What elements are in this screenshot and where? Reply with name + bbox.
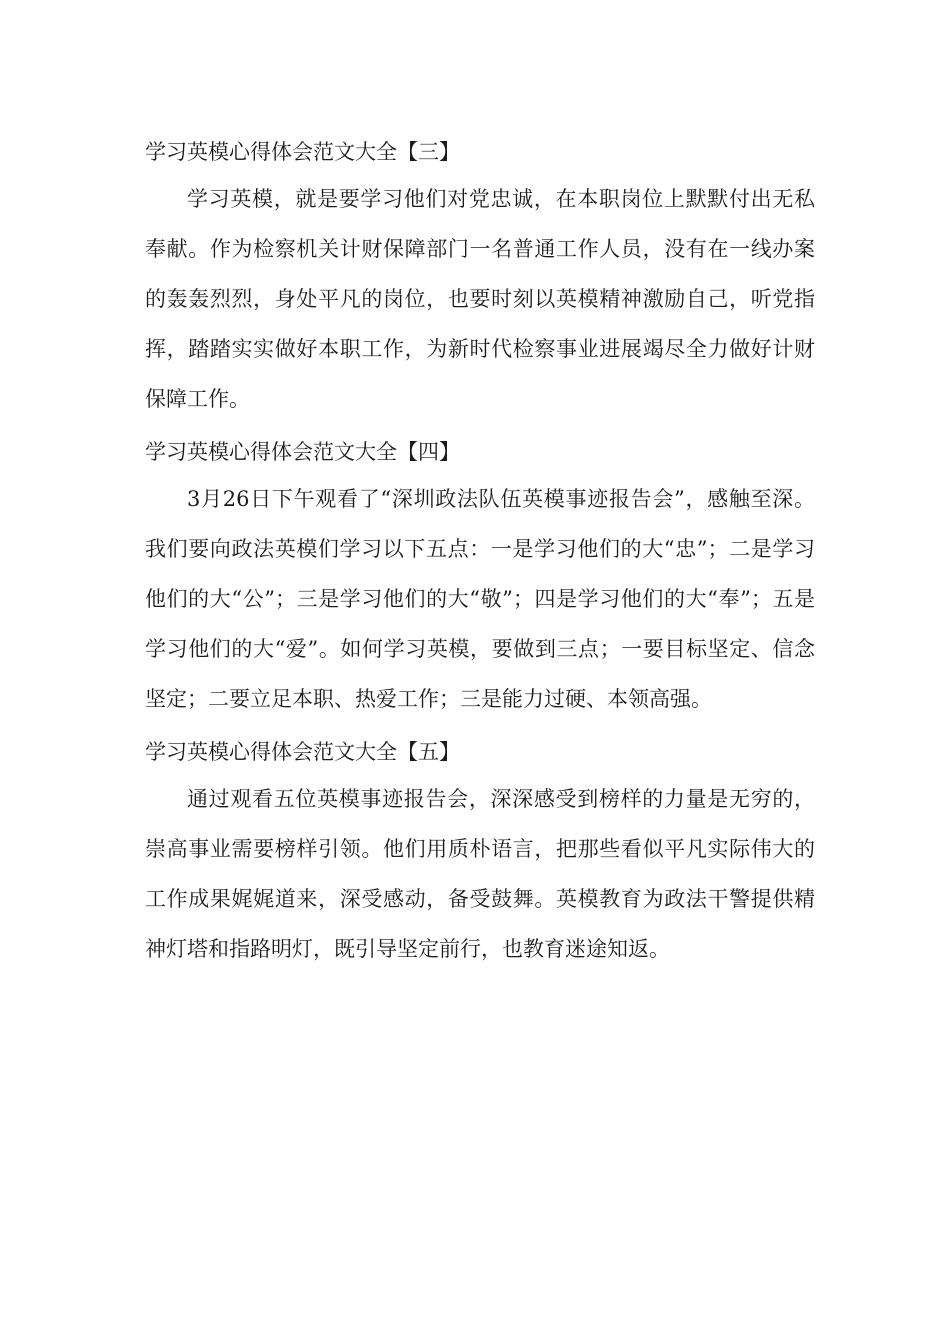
section-3	[145, 130, 815, 424]
section-paragraph: 3月26日下午观看了“深圳政法队伍英模事迹报告会”，感触至深。我们要向政法英模们学习以下五点：一是学习他们的大“忠”；二是学习他们的大“公”；三是学习他们的大“敬”；四是学习他们的大“奉”；五是学习他们的大“爱”。如何学习英模，要做到三点；一要目标坚定、信念坚定；二要立足本职、热爱工作；三是能力过硬、本领高强。	[145, 487, 815, 711]
section-5	[145, 730, 815, 974]
document-content	[145, 130, 815, 980]
section-4	[145, 430, 815, 724]
section-paragraph: 通过观看五位英模事迹报告会，深深感受到榜样的力量是无穷的，崇高事业需要榜样引领。他们用质朴语言，把那些看似平凡实际伟大的工作成果娓娓道来，深受感动，备受鼓舞。英模教育为政法干警提供精神灯塔和指路明灯，既引导坚定前行，也教育迷途知返。	[145, 787, 815, 961]
section-heading: 学习英模心得体会范文大全【三】	[145, 140, 460, 164]
section-paragraph: 学习英模，就是要学习他们对党忠诚，在本职岗位上默默付出无私奉献。作为检察机关计财保障部门一名普通工作人员，没有在一线办案的轰轰烈烈，身处平凡的岗位，也要时刻以英模精神激励自己，听党指挥，踏踏实实做好本职工作，为新时代检察事业进展竭尽全力做好计财保障工作。	[145, 187, 815, 411]
section-heading: 学习英模心得体会范文大全【四】	[145, 440, 460, 464]
section-heading: 学习英模心得体会范文大全【五】	[145, 740, 460, 764]
